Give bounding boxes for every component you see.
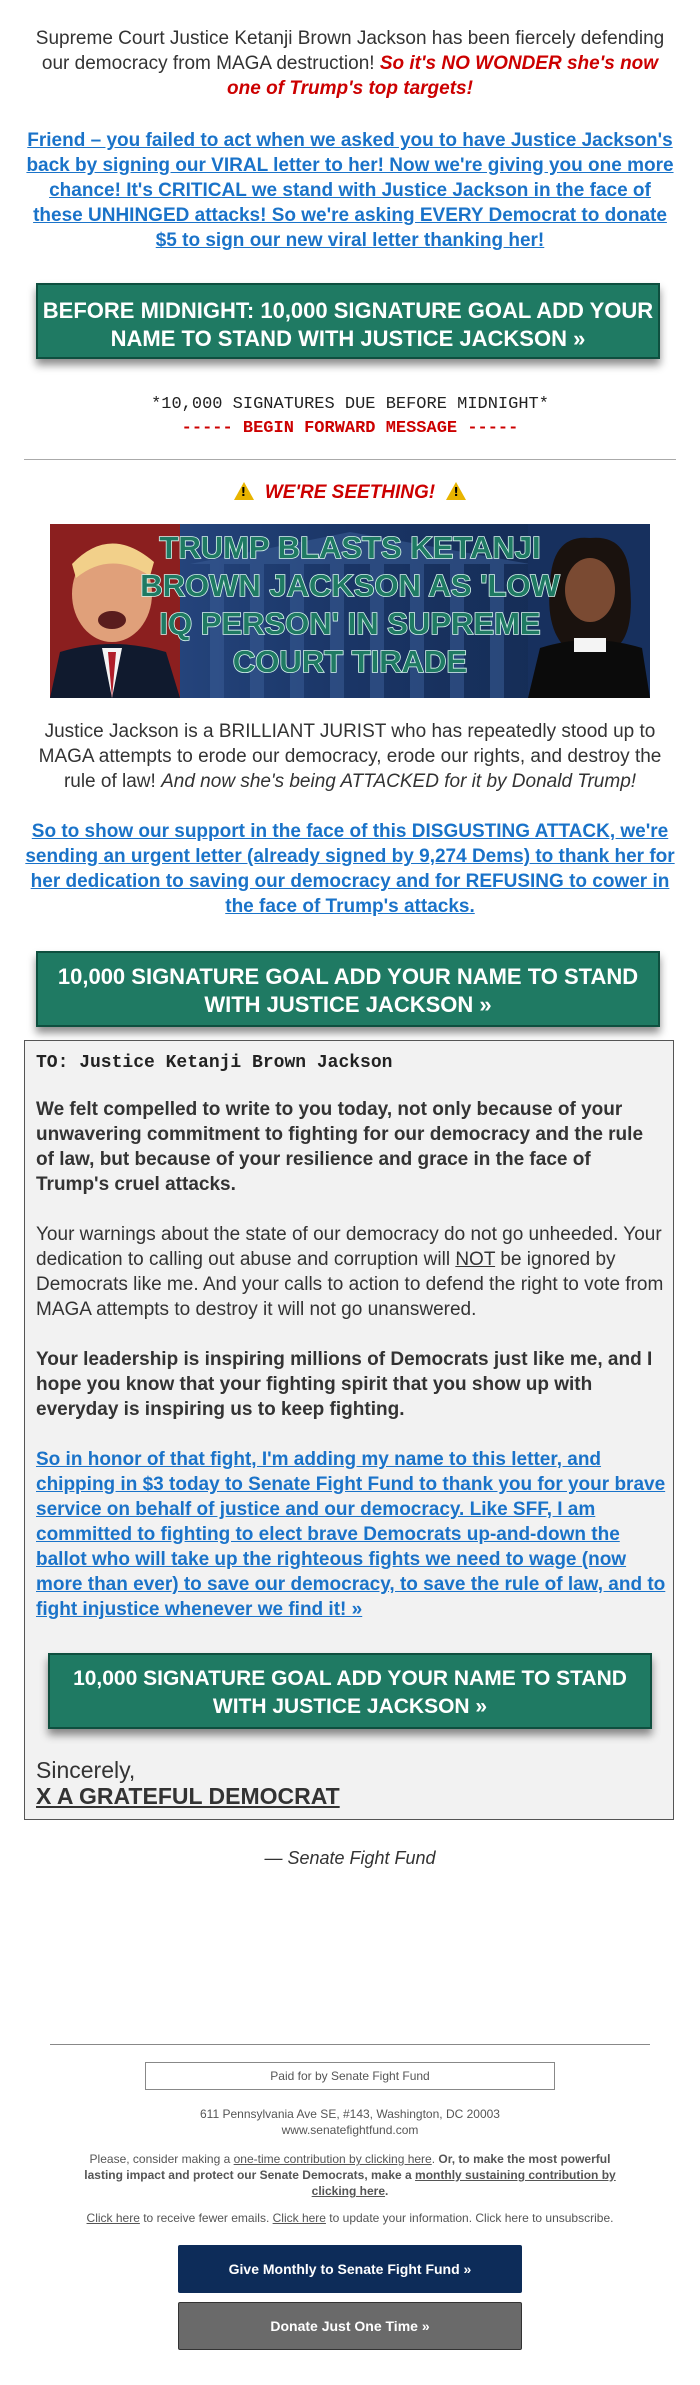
footer-address: 611 Pennsylvania Ave SE, #143, Washington, DC 20003 (200, 2107, 500, 2121)
letter-donate-link[interactable]: So in honor of that fight, I'm adding my name to this letter, and chipping in $3 today to Senate Fight Fund to thank you for your brave service on behalf of justice and our democracy. Like SFF, I am committed to fighting to elect brave Democrats up-and-down the ballot who will take up the righteous fights we need to wage (now more than ever) to save our democracy, to save the rule of law, and to fight injustice whenever we find it! » (36, 1449, 666, 1620)
seething-heading (0, 482, 700, 504)
letter-paragraph-4 (36, 1447, 666, 1622)
banner-background (50, 524, 650, 698)
footer-website: www.senatefightfund.com (281, 2123, 419, 2137)
intro-emphasis: So it's NO WONDER she's now one of Trump's top targets! (227, 53, 659, 99)
letter-sincerely: Sincerely, (36, 1757, 136, 1783)
one-time-contribution-link[interactable]: one-time contribution by clicking here (233, 2152, 432, 2166)
attribution-text: — Senate Fight Fund (264, 1848, 436, 1868)
forward-message-text: ----- BEGIN FORWARD MESSAGE ----- (181, 419, 519, 438)
friend-donate-link[interactable]: Friend – you failed to act when we asked you to have Justice Jackson's back by signing our VIRAL letter to her! Now we're giving you one more chance! It's CRITICAL we stand with Justice Jackson in the face of these UNHINGED attacks! So we're asking EVERY Democrat to donate $5 to sign our new viral letter thanking her! (26, 130, 674, 251)
letter-recipient: TO: Justice Ketanji Brown Jackson (36, 1053, 393, 1073)
consider-text: Please, consider making a (89, 2152, 234, 2166)
update-info-text: to update your information. Click here to unsubscribe. (325, 2211, 614, 2225)
consider-bold-text: Or, to make the most powerful lasting impact and protect our Senate Democrats, make a (84, 2152, 611, 2182)
letter-cta-button[interactable]: 10,000 SIGNATURE GOAL ADD YOUR NAME TO STAND WITH JUSTICE JACKSON » (48, 1653, 652, 1729)
banner-headline-line-2: BROWN JACKSON AS 'LOW (140, 568, 560, 603)
donate-one-time-button[interactable]: Donate Just One Time » (178, 2302, 522, 2350)
friend-paragraph (0, 128, 700, 253)
letter-paragraph-1: We felt compelled to write to you today, not only because of your unwavering commitment to fighting for our democracy and the rule of law, but because of your resilience and grace in the face of Trump's cruel attacks. (36, 1099, 644, 1195)
update-info-link[interactable]: Click here (272, 2211, 326, 2225)
cta-signature-goal-midnight-button[interactable]: BEFORE MIDNIGHT: 10,000 SIGNATURE GOAL ADD YOUR NAME TO STAND WITH JUSTICE JACKSON » (36, 283, 660, 359)
intro-text: Supreme Court Justice Ketanji Brown Jackson has been fiercely defending our democracy from MAGA destruction! (35, 28, 665, 74)
letter-box (24, 1040, 674, 1820)
fewer-emails-link[interactable]: Click here (86, 2211, 140, 2225)
letter-p2-text: Your warnings about the state of our democracy do not go unheeded. Your dedication to calling out abuse and corruption will (36, 1224, 662, 1270)
footer-divider (50, 2044, 650, 2045)
body-italic-text: And now she's being ATTACKED for it by Donald Trump! (161, 771, 637, 792)
news-banner-image (50, 524, 650, 698)
give-monthly-button[interactable]: Give Monthly to Senate Fight Fund » (178, 2245, 522, 2293)
banner-headline-line-3: IQ PERSON' IN SUPREME (159, 606, 541, 641)
body-paragraph (0, 719, 700, 794)
divider (24, 459, 676, 460)
support-letter-link[interactable]: So to show our support in the face of this DISGUSTING ATTACK, we're sending an urgent letter (already signed by 9,274 Dems) to thank her for her dedication to saving our democracy and for REFUSING to cower in the face of Trump's attacks. (25, 821, 675, 917)
letter-p2-text-cont: be ignored by Democrats like me. And your calls to action to defend the right to vote from MAGA attempts to destroy it will not go unanswered. (36, 1249, 664, 1320)
consider-text-sep: . (431, 2152, 439, 2166)
letter-signature: X A GRATEFUL DEMOCRAT (36, 1783, 340, 1809)
signatures-due-text: *10,000 SIGNATURES DUE BEFORE MIDNIGHT* (151, 395, 549, 414)
body-text: Justice Jackson is a BRILLIANT JURIST who has repeatedly stood up to MAGA attempts to erode our democracy, erode our rights, and destroy the rule of law! (38, 721, 662, 792)
warning-icon: ! (446, 482, 466, 500)
footer-unsubscribe-text (0, 2210, 700, 2226)
letter-paragraph-2 (36, 1222, 666, 1322)
monthly-contribution-link[interactable]: monthly sustaining contribution by clicking here (311, 2168, 616, 2198)
letter-paragraph-3: Your leadership is inspiring millions of Democrats just like me, and I hope you know that your fighting spirit that you show up with everyday is inspiring us to keep fighting. (36, 1349, 653, 1420)
banner-headline-line-4: COURT TIRADE (232, 644, 468, 679)
paid-for-box: Paid for by Senate Fight Fund (145, 2062, 555, 2090)
intro-paragraph (0, 26, 700, 101)
footer-consider-text: Please, consider making a one-time contribution by clicking here. Or, to make the most powerful lasting impact and protect our Senate Democrats, make a monthly sustaining contribution by clicking here. (84, 2152, 616, 2198)
warning-icon: ! (234, 482, 254, 500)
fewer-emails-text: to receive fewer emails. (139, 2211, 273, 2225)
cta-signature-goal-button[interactable]: 10,000 SIGNATURE GOAL ADD YOUR NAME TO STAND WITH JUSTICE JACKSON » (36, 951, 660, 1027)
right-portrait (528, 524, 650, 698)
support-paragraph (0, 819, 700, 919)
seething-text: WE'RE SEETHING! (264, 482, 436, 503)
banner-headline-line-1: TRUMP BLASTS KETANJI (159, 530, 541, 565)
letter-not-emphasis: NOT (455, 1249, 496, 1270)
